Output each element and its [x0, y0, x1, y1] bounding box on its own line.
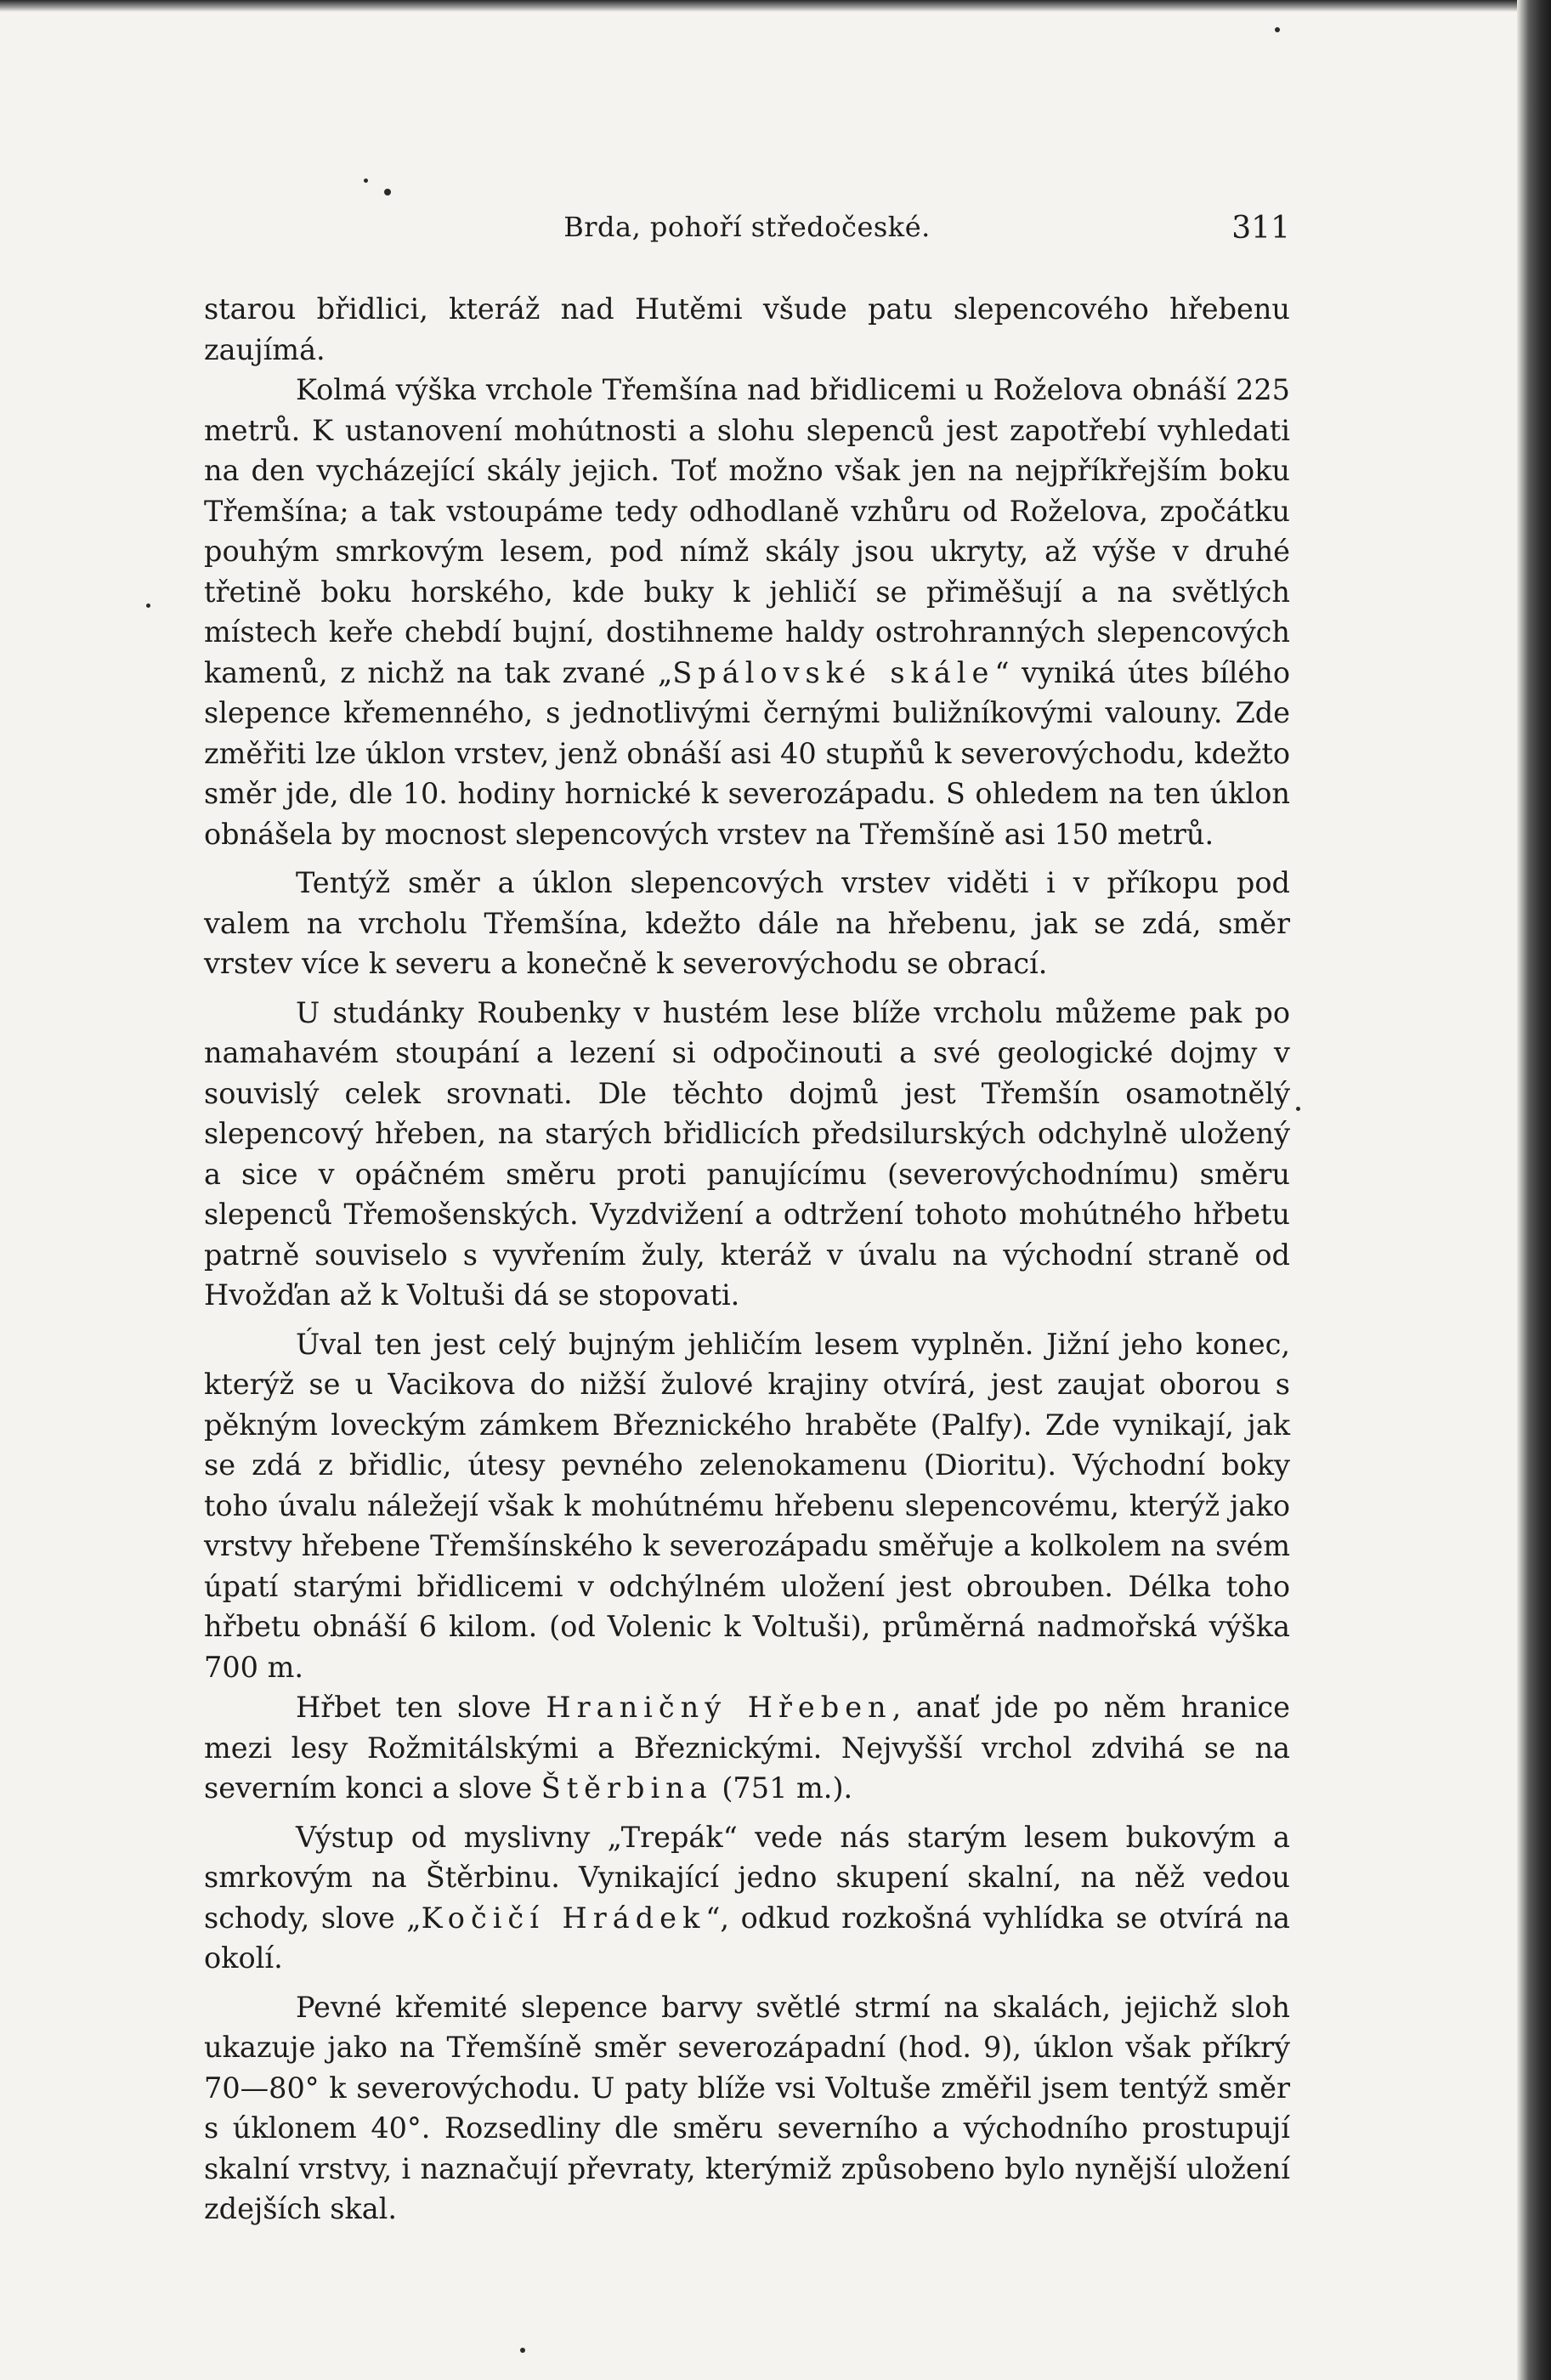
- text-run: Úval ten jest celý bujným jehličím lesem vyplněn. Jižní jeho konec, kterýž se u Vacikova do nižší žulové krajiny otvírá, jest zaujat oborou s pěkným loveckým zámkem Březnického hraběte (Palfy). Zde vynikají, jak se zdá z břidlic, útesy pevného zelenokamenu (Dioritu). Východní boky toho úvalu náležejí však k mohútnému hřebenu slepencovému, kterýž jako vrstvy hřebene Třemšínského k severozápadu směřuje a kolkolem na svém úpatí starými břidlicemi v odchýlném uložení jest obrouben. Délka toho hřbetu obnáší 6 kilom. (od Volenic k Voltuši), průměrná nadmořská výška 700 m.: [204, 1327, 1290, 1684]
- text-run: U studánky Roubenky v hustém lese blíže vrcholu můžeme pak po namahavém stoupání a lezení si odpočinouti a své geologické dojmy v souvislý celek srovnati. Dle těchto dojmů jest Třemšín osamotnělý slepencový hřeben, na starých břidlicích předsilurských odchylně uložený a sice v opáčném směru proti panujícímu (severovýchodnímu) směru slepenců Třemošenských. Vyzdvižení a odtržení tohoto mohútného hřbetu patrně souviselo s vyvřením žuly, kteráž v úvalu na východní straně od Hvožďan až k Voltuši dá se stopovati.: [204, 995, 1290, 1312]
- paragraph: [204, 289, 1290, 370]
- spaced-place-name: Štěrbina: [541, 1771, 713, 1805]
- scan-speck: [1275, 27, 1280, 32]
- text-run: Kolmá výška vrchole Třemšína nad břidlicemi u Roželova obnáší 225 metrů. K ustanovení mohútnosti a slohu slepenců jest zapotřebí vyhledati na den vycházející skály jejich. Toť možno však jen na nejpříkřejším boku Třemšína; a tak vstoupáme tedy odhodlaně vzhůru od Roželova, zpočátku pouhým smrkovým lesem, pod nímž skály jsou ukryty, až výše v druhé třetině boku horského, kde buky k jehličí se přiměšují a na světlých místech keře chebdí bujní, dostihneme haldy ostrohranných slepencových kamenů, z nichž na tak zvané „: [204, 373, 1290, 689]
- paragraph: [204, 1324, 1290, 1688]
- spaced-place-name: Kočičí Hrádek: [421, 1901, 706, 1935]
- text-run: Tentýž směr a úklon slepencových vrstev viděti i v příkopu pod valem na vrcholu Třemšína, kdežto dále na hřebenu, jak se zdá, směr vrstev více k severu a konečně k severovýchodu se obrací.: [204, 866, 1290, 980]
- text-run: starou břidlici, kteráž nad Hutěmi všude patu slepencového hřebenu zaujímá.: [204, 292, 1290, 366]
- page-header: [204, 211, 1290, 252]
- paragraph: [204, 993, 1290, 1316]
- running-title: Brda, pohoří středočeské.: [563, 211, 931, 243]
- page-number: 311: [1231, 211, 1290, 246]
- scan-speck: [364, 178, 368, 183]
- scan-speck: [1296, 1107, 1300, 1111]
- scan-top-edge: [0, 0, 1551, 12]
- paragraph: [204, 1817, 1290, 1979]
- paragraph: [204, 1987, 1290, 2230]
- paragraph: [204, 863, 1290, 984]
- text-run: “ vyniká útes bílého slepence křemenného, s jednotlivými černými buližníkovými valouny. Zde změřiti lze úklon vrstev, jenž obnáší asi 40 stupňů k severovýchodu, kdežto směr jde, dle 10. hodiny hornické k severozápadu. S ohledem na ten úklon obnášela by mocnost slepencových vrstev na Třemšíně asi 150 metrů.: [204, 655, 1290, 851]
- text-run: (751 m.).: [712, 1771, 853, 1805]
- paragraph: [204, 370, 1290, 854]
- scan-speck: [146, 604, 150, 608]
- scan-speck: [520, 2348, 525, 2353]
- scan-speck: [384, 189, 391, 196]
- spaced-place-name: Hraničný Hřeben: [546, 1691, 892, 1724]
- body-text: [204, 289, 1290, 2230]
- text-run: Výstup od myslivny „Trepák“ vede nás starým lesem bukovým a smrkovým na Štěrbinu. Vynikající jedno skupení skalní, na něž vedou schody, slove „: [204, 1820, 1290, 1935]
- text-run: Pevné křemité slepence barvy světlé strmí na skalách, jejichž sloh ukazuje jako na Třemšíně směr severozápadní (hod. 9), úklon však příkrý 70—80° k severovýchodu. U paty blíže vsi Voltuše změřil jsem tentýž směr s úklonem 40°. Rozsedliny dle směru severního a východního prostupují skalní vrstvy, i naznačují převraty, kterýmiž způsobeno bylo nynější uložení zdejších skal.: [204, 1990, 1290, 2225]
- text-run: , anať jde po něm hranice mezi lesy Rožmitálskými a Březnickými. Nejvyšší vrchol zdvihá se na severním konci a slove: [204, 1691, 1290, 1805]
- scan-right-edge: [1517, 0, 1551, 2380]
- text-run: “, odkud rozkošná vyhlídka se otvírá na okolí.: [204, 1901, 1291, 1975]
- text-run: Hřbet ten slove: [296, 1691, 546, 1724]
- paragraph: [204, 1687, 1290, 1809]
- spaced-place-name: Spálovské skále: [672, 655, 995, 689]
